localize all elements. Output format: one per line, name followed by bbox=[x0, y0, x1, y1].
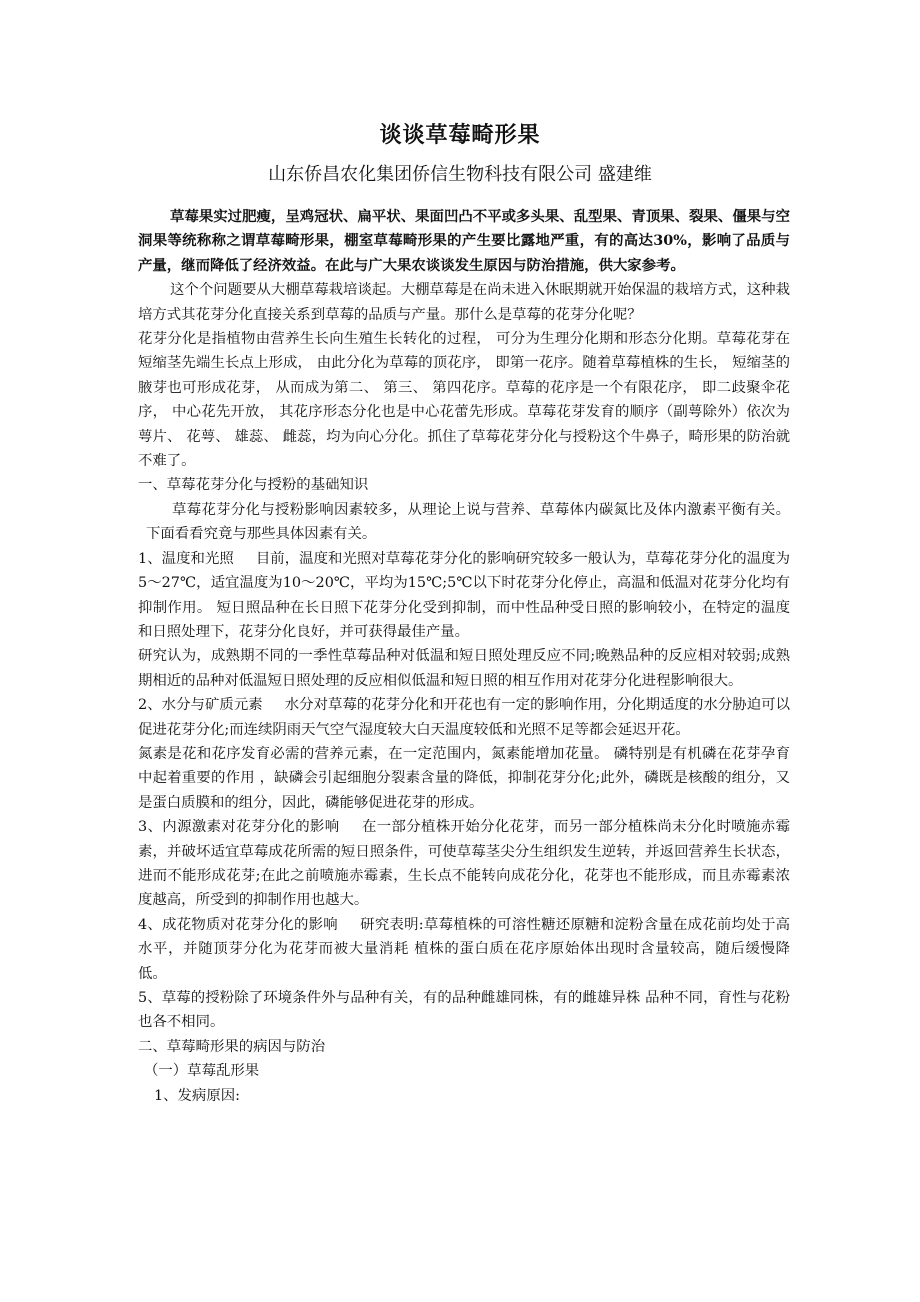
paragraph: 氮素是花和花序发育必需的营养元素，在一定范围内，氮素能增加花量。 磷特别是有机磷在花芽孕育中起着重要的作用 ，缺磷会引起细胞分裂素含量的降低，抑制花芽分化;此外，磷既是核酸的组分，又是蛋白质膜和的组分，因此，磷能够促进花芽的形成。 bbox=[138, 745, 790, 811]
document-body bbox=[138, 205, 790, 1108]
paragraph: 花芽分化是指植物由营养生长向生殖生长转化的过程， 可分为生理分化期和形态分化期。草莓花芽在短缩茎先端生长点上形成， 由此分化为草莓的顶花序， 即第一花序。随着草莓植株的生长， 短缩茎的腋芽也可形成花芽， 从而成为第二、 第三、 第四花序。草莓的花序是一个有限花序， 即二歧聚伞花序， 中心花先开放， 其花序形态分化也是中心花蕾先形成。草莓花芽发育的顺序（副萼除外）依次为萼片、 花萼、 雄蕊、 雌蕊，均为向心分化。抓住了草莓花芽分化与授粉这个牛鼻子，畸形果的防治就不难了。 bbox=[138, 331, 790, 470]
subsection-4 bbox=[138, 913, 790, 986]
paragraph: 这个个问题要从大棚草莓栽培谈起。大棚草莓是在尚未进入休眠期就开始保温的栽培方式，这种栽培方式其花芽分化直接关系到草莓的品质与产量。那什么是草莓的花芽分化呢？ bbox=[138, 282, 790, 323]
author-byline: 山东侨昌农化集团侨信生物科技有限公司 盛建维 bbox=[268, 164, 652, 185]
subsection-heading: 4、成花物质对花芽分化的影响 bbox=[138, 916, 338, 933]
subsection-heading: 3、内源激素对花芽分化的影响 bbox=[138, 819, 340, 836]
subsection-heading: 1、温度和光照 bbox=[138, 550, 234, 567]
subsection-text: 目前，温度和光照对草莓花芽分化的影响研究较多一般认为，草莓花芽分化的温度为5～27℃，适宜温度为10～20℃，平均为15℃;5℃以下时花芽分化停止，高温和低温对花芽分化均有抑制作用。 短日照品种在长日照下花芽分化受到抑制，而中性品种受日照的影响较小，在特定的温度和日照处理下，花芽分化良好，并可获得最佳产量。 bbox=[138, 550, 790, 640]
subsection-2 bbox=[138, 693, 790, 742]
subsection-5: 5、草莓的授粉除了环境条件外与品种有关，有的品种雌雄同株，有的雌雄异株 品种不同，育性与花粉也各不相同。 bbox=[138, 990, 790, 1031]
list-item: 1、发病原因: bbox=[154, 1087, 240, 1104]
subsection-text: 研究表明:草莓植株的可溶性糖还原糖和淀粉含量在成花前均处于高水平，并随顶芽分化为花芽而被大量消耗 植株的蛋白质在花序原始体出现时含量较高，随后缓慢降低。 bbox=[138, 916, 790, 982]
paragraph: 草莓花芽分化与授粉影响因素较多，从理论上说与营养、草莓体内碳氮比及体内激素平衡有关。下面看看究竟与那些具体因素有关。 bbox=[146, 501, 790, 543]
subsection-heading: （一）草莓乱形果 bbox=[144, 1063, 260, 1080]
subsection-text: 水分对草莓的花芽分化和开花也有一定的影响作用，分化期适度的水分胁迫可以促进花芽分化;而连续阴雨天气空气湿度较大白天温度较低和光照不足等都会延迟开花。 bbox=[138, 697, 790, 738]
subsection-heading: 2、水分与矿质元素 bbox=[138, 697, 263, 714]
subsection-3 bbox=[138, 815, 790, 913]
document-title: 谈谈草莓畸形果 bbox=[379, 123, 541, 148]
paragraph: 研究认为，成熟期不同的一季性草莓品种对低温和短日照处理反应不同;晚熟品种的反应相对较弱;成熟期相近的品种对低温短日照处理的反应相似低温和短日照的相互作用对花芽分化进程影响很大。 bbox=[138, 648, 790, 689]
subsection-1 bbox=[138, 547, 790, 645]
section-heading: 二、草莓畸形果的病因与防治 bbox=[138, 1038, 326, 1055]
subsection-text: 在一部分植株开始分化花芽，而另一部分植株尚未分化时喷施赤霉素，并破坏适宜草莓成花所需的短日照条件，可使草莓茎尖分生组织发生逆转，并返回营养生长状态，进而不能形成花芽;在此之前喷施赤霉素，生长点不能转向成花分化，花芽也不能形成，而且赤霉素浓度越高，所受到的抑制作用也越大。 bbox=[138, 819, 790, 909]
intro-paragraph: 草莓果实过肥瘦，呈鸡冠状、扁平状、果面凹凸不平或多头果、乱型果、青顶果、裂果、僵果与空洞果等统称称之谓草莓畸形果，棚室草莓畸形果的产生要比露地严重，有的高达30%，影响了品质与产量，继而降低了经济效益。在此与广大果农谈谈发生原因与防治措施，供大家参考。 bbox=[138, 208, 790, 274]
section-heading: 一、草莓花芽分化与授粉的基础知识 bbox=[138, 477, 369, 494]
